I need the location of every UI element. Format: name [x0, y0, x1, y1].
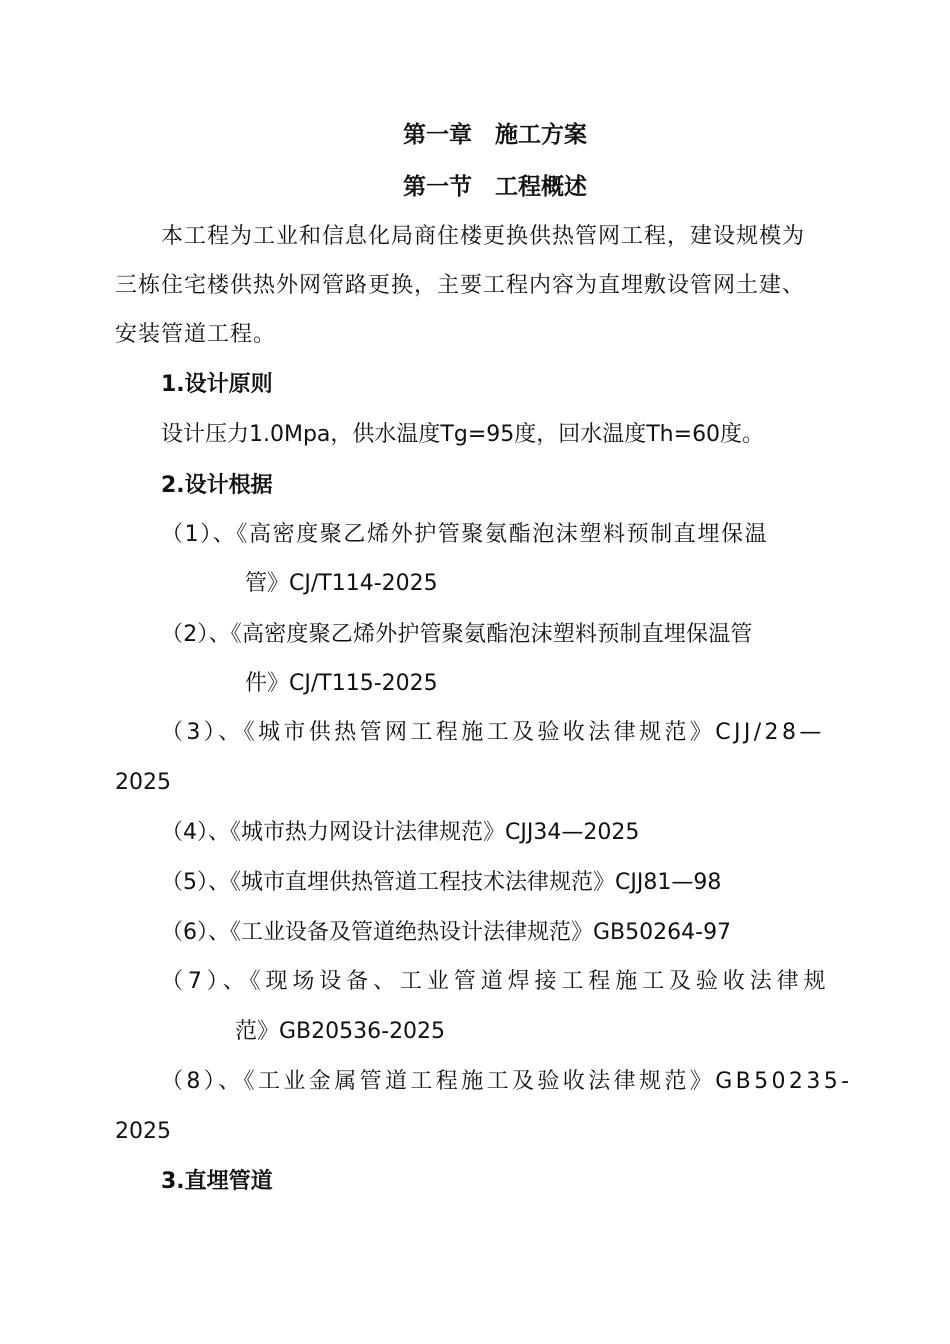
- chapter-title: 第一章 施工方案: [403, 122, 587, 148]
- direct-burial-heading: 3.直埋管道: [161, 1169, 273, 1194]
- basis-item-2-line-1: （2）、《高密度聚乙烯外护管聚氨酯泡沫塑料预制直埋保温管: [161, 622, 753, 647]
- basis-item-3-line-2: 2025: [115, 770, 171, 795]
- overview-line-1: 本工程为工业和信息化局商住楼更换供热管网工程，建设规模为: [161, 224, 806, 249]
- overview-line-2: 三栋住宅楼供热外网管路更换，主要工程内容为直埋敷设管网土建、: [115, 273, 806, 298]
- basis-item-7-line-2: 范》GB20536-2025: [235, 1019, 446, 1044]
- basis-item-1-line-1: （1）、《高密度聚乙烯外护管聚氨酯泡沫塑料预制直埋保温: [161, 522, 769, 547]
- basis-item-1-line-2: 管》CJ/T114-2025: [245, 571, 438, 596]
- basis-item-4: （4）、《城市热力网设计法律规范》CJJ34—2025: [161, 820, 640, 845]
- basis-item-2-line-2: 件》CJ/T115-2025: [245, 671, 438, 696]
- design-basis-heading: 2.设计根据: [161, 473, 273, 498]
- basis-item-6: （6）、《工业设备及管道绝热设计法律规范》GB50264-97: [161, 920, 732, 945]
- overview-line-3: 安装管道工程。: [115, 322, 277, 347]
- basis-item-8-line-2: 2025: [115, 1119, 171, 1144]
- basis-item-8-line-1: （8）、《工业金属管道工程施工及验收法律规范》GB50235-: [161, 1069, 853, 1094]
- design-principle-text: 设计压力1.0Mpa，供水温度Tg=95度，回水温度Th=60度。: [161, 422, 765, 447]
- design-principle-heading: 1.设计原则: [161, 372, 273, 397]
- section-title: 第一节 工程概述: [403, 174, 587, 200]
- basis-item-3-line-1: （3）、《城市供热管网工程施工及验收法律规范》CJJ/28—: [161, 720, 825, 745]
- basis-item-7-line-1: （7）、《现场设备、工业管道焊接工程施工及验收法律规: [161, 969, 831, 994]
- basis-item-5: （5）、《城市直埋供热管道工程技术法律规范》CJJ81—98: [161, 870, 722, 895]
